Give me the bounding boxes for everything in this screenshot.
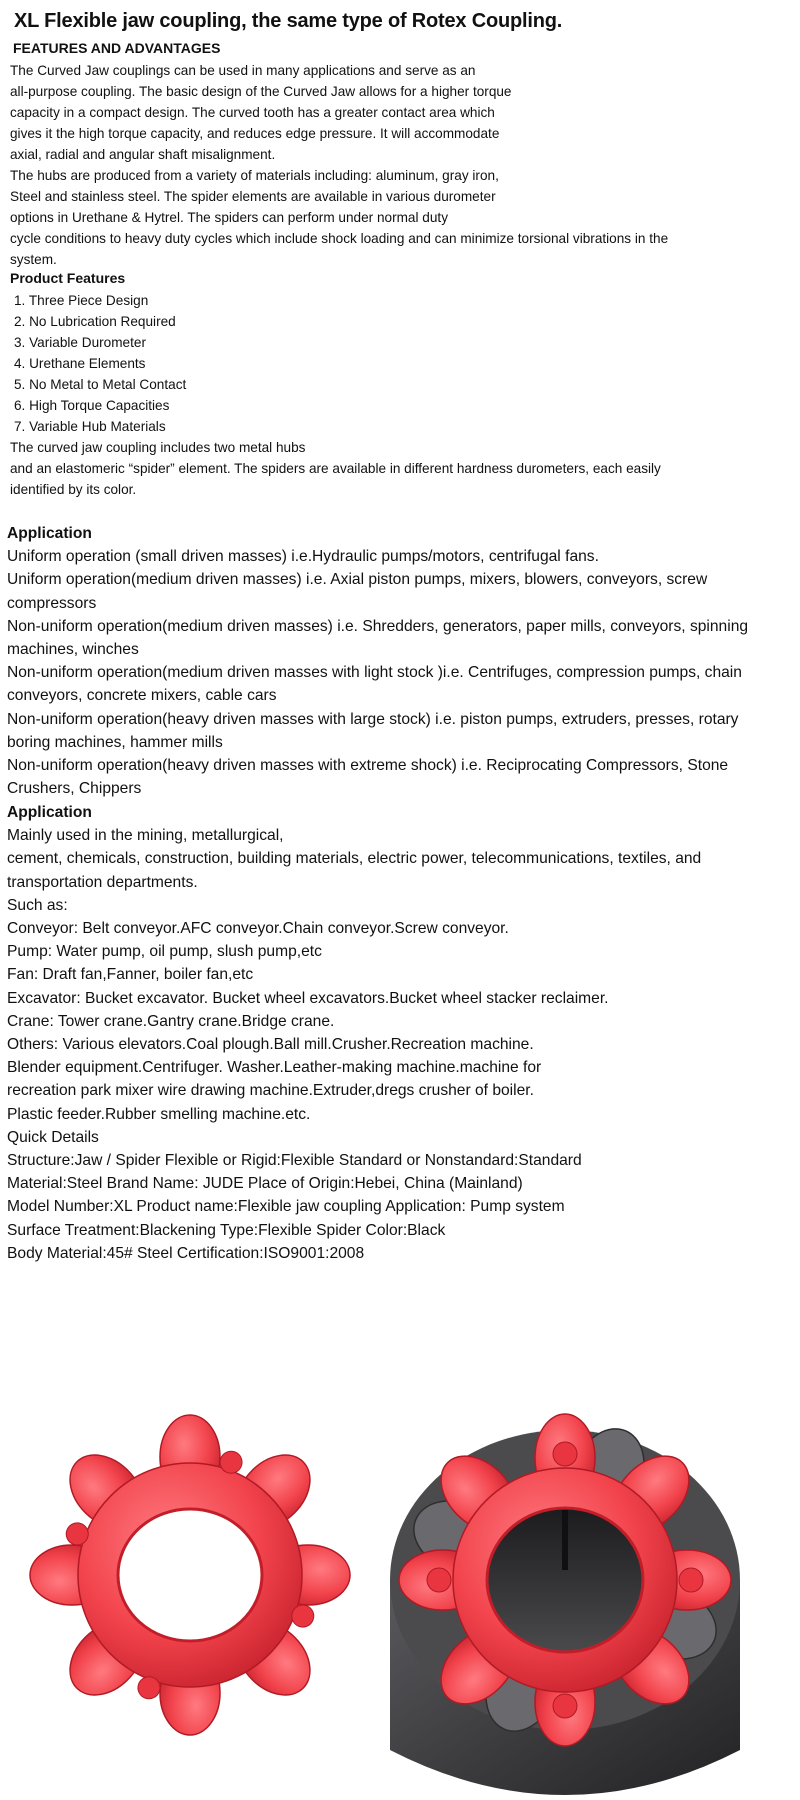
list-item: 4. Urethane Elements [14,356,146,371]
text-line: compressors [7,594,97,612]
text-line: Non-uniform operation(heavy driven masses with extreme shock) i.e. Reciprocating Compressors, Stone [7,757,729,775]
text-line: capacity in a compact design. The curved tooth has a greater contact area which [10,105,495,120]
spec-line: Structure:Jaw / Spider Flexible or Rigid:Flexible Standard or Nonstandard:Standard [7,1152,582,1170]
application-section-industries [7,801,797,1265]
spec-line: Model Number:XL Product name:Flexible jaw coupling Application: Pump system [7,1198,565,1216]
text-line: The hubs are produced from a variety of materials including: aluminum, gray iron, [10,168,499,183]
text-line: cycle conditions to heavy duty cycles which include shock loading and can minimize torsional vibrations in the [10,231,669,246]
text-line: options in Urethane & Hytrel. The spiders can perform under normal duty [10,210,448,225]
text-line: Non-uniform operation(medium driven masses) i.e. Shredders, generators, paper mills, conveyors, spinning [7,617,749,635]
text-line: Non-uniform operation(heavy driven masses with large stock) i.e. piston pumps, extruders, presses, rotary [7,710,739,728]
list-item: 5. No Metal to Metal Contact [14,377,187,392]
list-item: 2. No Lubrication Required [14,314,176,329]
text-line: Crane: Tower crane.Gantry crane.Bridge crane. [7,1012,335,1030]
text-line: Mainly used in the mining, metallurgical, [7,827,284,845]
application-heading: Application [7,804,92,821]
page-title: XL Flexible jaw coupling, the same type of Rotex Coupling. [14,10,563,32]
list-item: 7. Variable Hub Materials [14,419,166,434]
text-line: Excavator: Bucket excavator. Bucket wheel excavators.Bucket wheel stacker reclaimer. [7,989,609,1007]
quick-details-heading: Quick Details [7,1128,99,1146]
text-line: system. [10,252,57,267]
red-spider-element [30,1415,350,1735]
coupling-description [10,437,661,500]
application-section-operation [7,522,797,800]
text-line: and an elastomeric “spider” element. The spiders are available in different hardness durometers, each easily [10,461,661,476]
text-line: all-purpose coupling. The basic design of the Curved Jaw allows for a higher torque [10,84,512,99]
text-line: recreation park mixer wire drawing machine.Extruder,dregs crusher of boiler. [7,1082,534,1100]
list-item: 6. High Torque Capacities [14,398,170,413]
list-item: 1. Three Piece Design [14,293,149,308]
spec-line: Surface Treatment:Blackening Type:Flexible Spider Color:Black [7,1221,446,1239]
text-line: Uniform operation(medium driven masses) i.e. Axial piston pumps, mixers, blowers, conveyors, screw [7,571,708,589]
text-line: machines, winches [7,641,139,659]
application-heading: Application [7,525,92,542]
text-line: Conveyor: Belt conveyor.AFC conveyor.Chain conveyor.Screw conveyor. [7,920,509,938]
text-line: The curved jaw coupling includes two metal hubs [10,440,306,455]
spec-line: Body Material:45# Steel Certification:ISO9001:2008 [7,1244,365,1262]
text-line: Fan: Draft fan,Fanner, boiler fan,etc [7,966,254,984]
text-line: conveyors, concrete mixers, cable cars [7,687,277,705]
product-features-list [14,290,186,437]
text-line: Blender equipment.Centrifuger. Washer.Leather-making machine.machine for [7,1059,542,1077]
features-heading: FEATURES AND ADVANTAGES [13,40,221,56]
text-line: identified by its color. [10,482,137,497]
text-line: axial, radial and angular shaft misalignment. [10,147,276,162]
text-line: Such as: [7,896,68,914]
text-line: gives it the high torque capacity, and reduces edge pressure. It will accommodate [10,126,500,141]
text-line: Steel and stainless steel. The spider elements are available in various durometer [10,189,496,204]
product-features-heading: Product Features [10,270,126,286]
coupling-product-photo [0,1285,800,1800]
text-line: Pump: Water pump, oil pump, slush pump,etc [7,943,322,961]
coupling-hub-assembly [390,1414,740,1795]
text-line: Uniform operation (small driven masses) i.e.Hydraulic pumps/motors, centrifugal fans. [7,548,599,566]
text-line: cement, chemicals, construction, building materials, electric power, telecommunications, textiles, and [7,850,702,868]
intro-paragraph [10,60,668,270]
text-line: The Curved Jaw couplings can be used in many applications and serve as an [10,63,476,78]
text-line: Plastic feeder.Rubber smelling machine.etc. [7,1105,311,1123]
text-line: Non-uniform operation(medium driven masses with light stock )i.e. Centrifuges, compression pumps, chain [7,664,742,682]
spec-line: Material:Steel Brand Name: JUDE Place of Origin:Hebei, China (Mainland) [7,1175,523,1193]
text-line: transportation departments. [7,873,198,891]
text-line: boring machines, hammer mills [7,733,223,751]
list-item: 3. Variable Durometer [14,335,146,350]
text-line: Crushers, Chippers [7,780,142,798]
text-line: Others: Various elevators.Coal plough.Ball mill.Crusher.Recreation machine. [7,1036,534,1054]
